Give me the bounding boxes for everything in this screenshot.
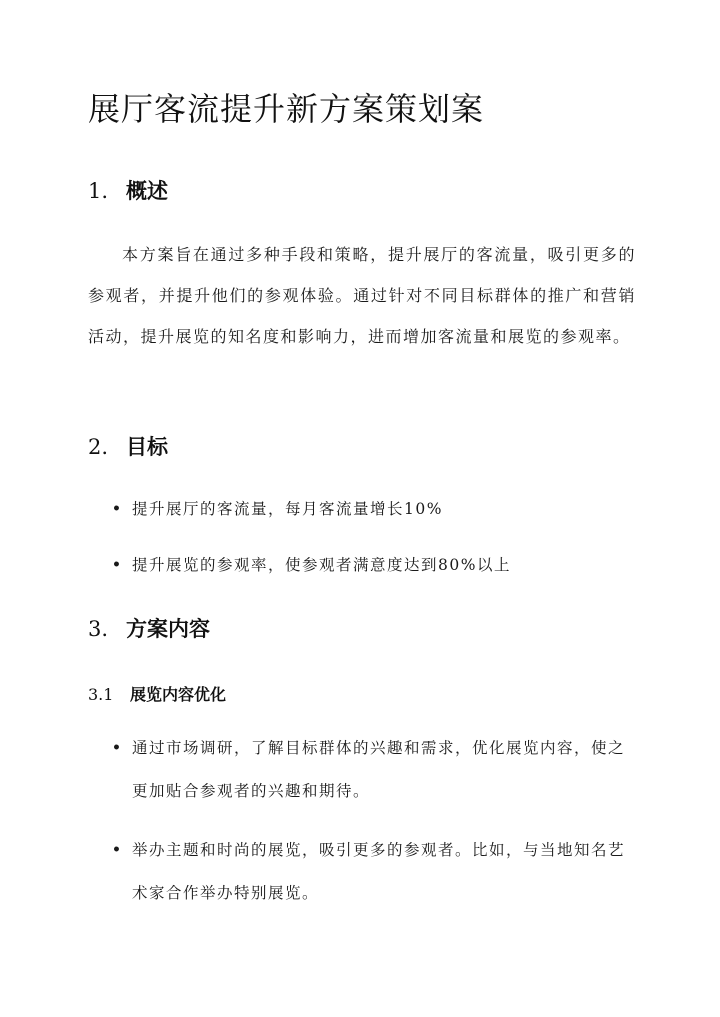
list-item	[88, 544, 636, 587]
section-number: 3.	[88, 617, 109, 641]
list-item	[88, 727, 636, 813]
list-item	[88, 829, 636, 915]
list-item-text: 通过市场调研，了解目标群体的兴趣和需求，优化展览内容，使之更加贴合参观者的兴趣和期待。	[132, 739, 626, 800]
document-title: 展厅客流提升新方案策划案	[88, 90, 485, 128]
section-title: 概述	[126, 178, 168, 203]
bullet-icon: •	[112, 842, 123, 858]
bullet-icon: •	[112, 501, 123, 517]
section-title: 目标	[126, 434, 168, 459]
section-heading-plan	[88, 613, 210, 643]
bullet-icon: •	[112, 740, 123, 756]
subsection-number: 3.1	[88, 685, 114, 704]
section-heading-goals	[88, 431, 168, 461]
section-number: 2.	[88, 435, 109, 459]
list-item	[88, 488, 636, 531]
section-title: 方案内容	[126, 616, 210, 641]
subsection-title: 展览内容优化	[130, 685, 227, 704]
list-item-text: 提升展览的参观率，使参观者满意度达到80%以上	[132, 556, 511, 574]
overview-paragraph: 本方案旨在通过多种手段和策略，提升展厅的客流量，吸引更多的参观者，并提升他们的参观体验。通过针对不同目标群体的推广和营销活动，提升展览的知名度和影响力，进而增加客流量和展览的参观率。	[88, 245, 636, 346]
subsection-heading-content-optimization	[88, 682, 226, 705]
section-number: 1.	[88, 179, 109, 203]
section-heading-overview	[88, 175, 168, 205]
bullet-icon: •	[112, 557, 123, 573]
list-item-text: 提升展厅的客流量，每月客流量增长10%	[132, 500, 443, 518]
list-item-text: 举办主题和时尚的展览，吸引更多的参观者。比如，与当地知名艺术家合作举办特别展览。	[132, 841, 626, 902]
